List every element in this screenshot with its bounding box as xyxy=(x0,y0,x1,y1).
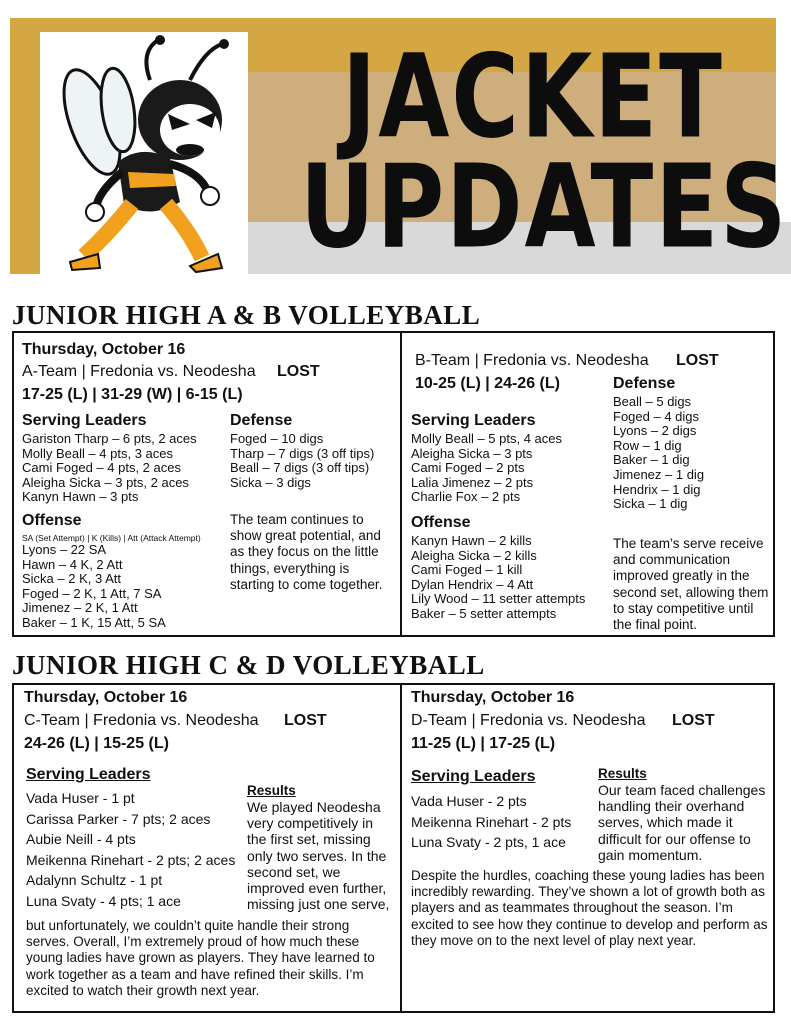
header-title-line-2: UPDATES xyxy=(300,140,789,274)
list-item: Aleigha Sicka – 2 kills xyxy=(411,547,537,563)
list-item: Tharp – 7 digs (3 off tips) xyxy=(230,445,375,461)
list-item: Baker – 5 setter attempts xyxy=(411,605,557,621)
list-item: Vada Huser - 2 pts xyxy=(411,793,527,809)
list-item: Meikenna Rinehart - 2 pts xyxy=(411,813,572,830)
b-team-result: LOST xyxy=(676,352,719,369)
d-team-match: D-Team | Fredonia vs. Neodesha xyxy=(411,712,646,729)
list-item: Sicka – 3 digs xyxy=(230,474,311,490)
list-item: We played Neodesha xyxy=(247,799,381,815)
b-team-offense-title: Offense xyxy=(411,514,471,531)
list-item: Jimenez – 1 dig xyxy=(613,466,705,482)
list-item: Molly Beall – 5 pts, 4 aces xyxy=(411,431,563,446)
list-item: Luna Svaty - 4 pts; 1 ace xyxy=(26,892,181,909)
b-team-score: 10-25 (L) | 24-26 (L) xyxy=(415,375,560,392)
d-team-score: 11-25 (L) | 17-25 (L) xyxy=(411,735,556,752)
d-team-results-title: Results xyxy=(598,766,647,781)
c-team-results-lines xyxy=(247,799,389,912)
list-item: Sicka – 1 dig xyxy=(613,496,688,512)
list-item: Foged – 10 digs xyxy=(230,431,324,446)
b-team-defense-list xyxy=(613,395,704,512)
d-team-serving-list xyxy=(411,791,571,853)
list-item: Dylan Hendrix – 4 Att xyxy=(411,576,534,592)
list-item: Kanyn Hawn – 2 kills xyxy=(411,533,532,548)
c-team-results-title: Results xyxy=(247,783,296,798)
a-team-note: The team continues to show great potential, and as they focus on the little things, everything is starting to come together. xyxy=(230,512,383,592)
list-item: Lily Wood – 11 setter attempts xyxy=(411,591,586,607)
list-item: Lyons – 2 digs xyxy=(613,423,697,439)
a-team-result: LOST xyxy=(277,363,320,380)
list-item: second set, we xyxy=(247,863,341,880)
list-item: difficult for our offense to xyxy=(598,830,751,847)
list-item: Kanyn Hawn – 3 pts xyxy=(22,489,139,505)
list-item: Hawn – 4 K, 2 Att xyxy=(22,556,123,572)
list-item: Foged – 2 K, 1 Att, 7 SA xyxy=(22,585,162,601)
c-team-result: LOST xyxy=(284,712,327,729)
d-team-result: LOST xyxy=(672,712,715,729)
list-item: Baker – 1 dig xyxy=(613,452,690,468)
list-item: Cami Foged – 2 pts xyxy=(411,460,525,476)
section-ab-divider xyxy=(400,331,402,637)
list-item: Carissa Parker - 7 pts; 2 aces xyxy=(26,810,211,827)
header-title-line-1: JACKET xyxy=(342,30,724,164)
list-item: improved even further, xyxy=(247,880,387,897)
yellow-jacket-mascot xyxy=(40,32,248,274)
list-item: Jimenez – 2 K, 1 Att xyxy=(22,600,138,616)
b-team-serving-title: Serving Leaders xyxy=(411,412,536,429)
list-item: Luna Svaty - 2 pts, 1 ace xyxy=(411,834,566,850)
list-item: Foged – 4 digs xyxy=(613,408,700,424)
list-item: Lalia Jimenez – 2 pts xyxy=(411,474,534,490)
list-item: Aubie Neill - 4 pts xyxy=(26,831,136,847)
d-team-results-continued: Despite the hurdles, coaching these young ladies has been incredibly rewarding. They’ve shown a lot of growth both as players and as teammates throughout the season. I’m excited to see how they continue to develop and perform as they move on to the next level of play next year. xyxy=(411,868,768,948)
b-team-offense-list xyxy=(411,534,585,622)
a-team-offense-list xyxy=(22,543,166,631)
section-cd-divider xyxy=(400,683,402,1013)
list-item: serves, which made it xyxy=(598,814,733,831)
c-team-results-continued: but unfortunately, we couldn’t quite handle their strong serves. Overall, I’m extremely proud of how much these young ladies have grown as players. They have learned to work together as a team and have refined their skills. I’m excited to watch their growth next year. xyxy=(26,918,375,998)
a-team-defense-title: Defense xyxy=(230,412,293,429)
d-team-date: Thursday, October 16 xyxy=(411,689,575,706)
a-team-score: 17-25 (L) | 31-29 (W) | 6-15 (L) xyxy=(22,386,243,403)
c-team-match: C-Team | Fredonia vs. Neodesha xyxy=(24,712,259,729)
list-item: only two serves. In the xyxy=(247,847,387,864)
b-team-note: The team’s serve receive and communication improved greatly in the second set, allowing them to stay competitive until the final point. xyxy=(613,536,769,633)
list-item: Aleigha Sicka – 3 pts, 2 aces xyxy=(22,474,189,490)
c-team-serving-title: Serving Leaders xyxy=(26,766,151,783)
list-item: Adalynn Schultz - 1 pt xyxy=(26,872,163,888)
section-ab-title: JUNIOR HIGH A & B VOLLEYBALL xyxy=(12,300,481,330)
a-team-offense-title: Offense xyxy=(22,512,82,529)
d-team-serving-title: Serving Leaders xyxy=(411,768,536,785)
b-team-match: B-Team | Fredonia vs. Neodesha xyxy=(415,352,649,369)
list-item: Hendrix – 1 dig xyxy=(613,481,701,497)
c-team-score: 24-26 (L) | 15-25 (L) xyxy=(24,735,169,752)
list-item: Beall – 5 digs xyxy=(613,394,692,409)
list-item: missing just one serve, xyxy=(247,896,390,913)
section-cd-title: JUNIOR HIGH C & D VOLLEYBALL xyxy=(12,650,485,680)
list-item: Vada Huser - 1 pt xyxy=(26,790,135,806)
list-item: Our team faced challenges xyxy=(598,782,766,798)
list-item: Beall – 7 digs (3 off tips) xyxy=(230,460,370,476)
list-item: very competitively in xyxy=(247,815,374,832)
b-team-defense-title: Defense xyxy=(613,375,676,392)
list-item: Lyons – 22 SA xyxy=(22,542,107,557)
list-item: handling their overhand xyxy=(598,798,745,815)
list-item: Cami Foged – 4 pts, 2 aces xyxy=(22,460,181,476)
list-item: Aleigha Sicka – 3 pts xyxy=(411,445,533,461)
a-team-serving-title: Serving Leaders xyxy=(22,412,147,429)
list-item: Charlie Fox – 2 pts xyxy=(411,489,521,505)
list-item: Cami Foged – 1 kill xyxy=(411,562,523,578)
list-item: Gariston Tharp – 6 pts, 2 aces xyxy=(22,431,197,446)
list-item: Row – 1 dig xyxy=(613,437,682,453)
a-team-serving-list xyxy=(22,432,197,505)
a-team-match: A-Team | Fredonia vs. Neodesha xyxy=(22,363,256,380)
c-team-date: Thursday, October 16 xyxy=(24,689,188,706)
list-item: Molly Beall – 4 pts, 3 aces xyxy=(22,445,174,461)
a-team-defense-list xyxy=(230,432,374,490)
d-team-results-lines xyxy=(598,782,765,863)
b-team-serving-list xyxy=(411,432,562,505)
list-item: Sicka – 2 K, 3 Att xyxy=(22,571,121,587)
list-item: the first set, missing xyxy=(247,831,371,848)
list-item: Baker – 1 K, 15 Att, 5 SA xyxy=(22,614,166,630)
list-item: gain momentum. xyxy=(598,846,703,863)
a-team-offense-key: SA (Set Attempt) | K (Kills) | Att (Attack Attempt) xyxy=(22,533,201,543)
c-team-serving-list xyxy=(26,788,235,911)
a-team-date: Thursday, October 16 xyxy=(22,341,186,358)
list-item: Meikenna Rinehart - 2 pts; 2 aces xyxy=(26,851,236,868)
